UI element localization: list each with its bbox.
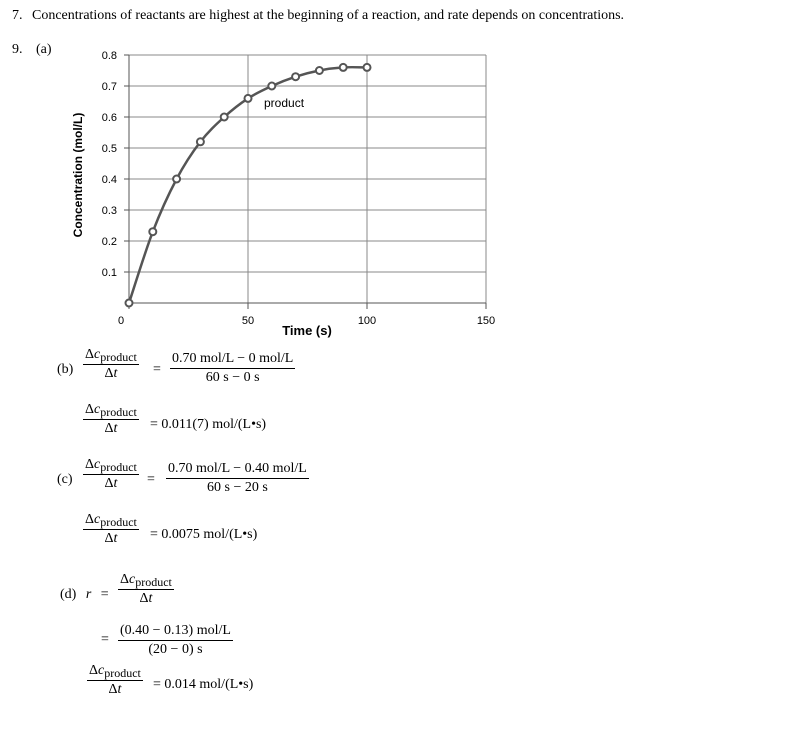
part-c-result: = 0.0075 mol/(L•s) [150,527,258,542]
part-c-label: (c) [57,472,73,487]
question-9-number: 9. [12,42,23,57]
part-c-result-lhs: Δcproduct Δt [85,512,137,546]
rate-symbol: r [85,587,92,602]
y-tick-label: 0.2 [101,236,117,248]
data-point [245,95,252,102]
chart-ticks [102,50,495,327]
data-point [316,67,323,74]
data-point [221,114,228,121]
chart-grid [129,55,486,303]
part-b-result-lhs: Δcproduct Δt [85,402,137,436]
part-b-denominator: 60 s − 0 s [205,370,260,385]
part-c-rhs-fraction [166,460,309,497]
part-c-numerator: 0.70 mol/L − 0.40 mol/L [168,461,307,476]
y-tick-label: 0.1 [101,267,117,279]
part-d-result-lhs: Δcproduct Δt [89,663,141,697]
equals-sign: = [153,362,161,377]
equals-sign: = [147,472,155,487]
data-point [149,228,156,235]
y-tick-label: 0.5 [101,143,117,155]
question-7-text: Concentrations of reactants are highest at the beginning of a reaction, and rate depends on concentrations. [32,8,625,23]
part-d-rate-fraction: Δcproduct Δt [120,572,172,606]
y-tick-label: 0.3 [101,205,117,217]
equals-sign: = [101,632,109,647]
part-d-rhs-fraction [118,622,233,659]
y-axis-label: Concentration (mol/L) [71,112,85,238]
x-axis-label: Time (s) [282,323,332,338]
x-tick-label: 50 [241,315,255,327]
part-b-label: (b) [57,362,74,377]
data-point [126,300,133,307]
delta-t: Δt [104,366,118,381]
data-point [292,73,299,80]
y-tick-label: 0.7 [101,81,117,93]
product-annotation: product [264,96,305,110]
x-tick-label: 150 [476,315,496,327]
part-d-numerator: (0.40 − 0.13) mol/L [120,623,231,638]
data-point [364,64,371,71]
x-tick-label: 100 [357,315,377,327]
delta-c-product: Δcproduct [85,347,137,364]
y-tick-label: 0.8 [101,50,117,62]
data-point [340,64,347,71]
part-a-label: (a) [36,42,52,57]
y-tick-label: 0.6 [101,112,117,124]
part-b-rhs-fraction [170,350,295,387]
part-d-result: = 0.014 mol/(L•s) [153,677,254,692]
part-d-denominator: (20 − 0) s [148,642,203,657]
concentration-chart [0,0,790,350]
x-tick-label: 0 [117,315,125,327]
part-d-label: (d) r = [60,587,109,602]
part-b-lhs-fraction [83,345,139,383]
data-point [197,138,204,145]
part-c-lhs-fraction: Δcproduct Δt [85,457,137,491]
part-b-numerator: 0.70 mol/L − 0 mol/L [172,351,294,366]
part-c-denominator: 60 s − 20 s [207,480,268,495]
part-b-result: = 0.011(7) mol/(L•s) [150,417,267,432]
data-point [173,176,180,183]
question-7-number: 7. [12,8,23,23]
data-point [268,83,275,90]
y-tick-label: 0.4 [101,174,117,186]
